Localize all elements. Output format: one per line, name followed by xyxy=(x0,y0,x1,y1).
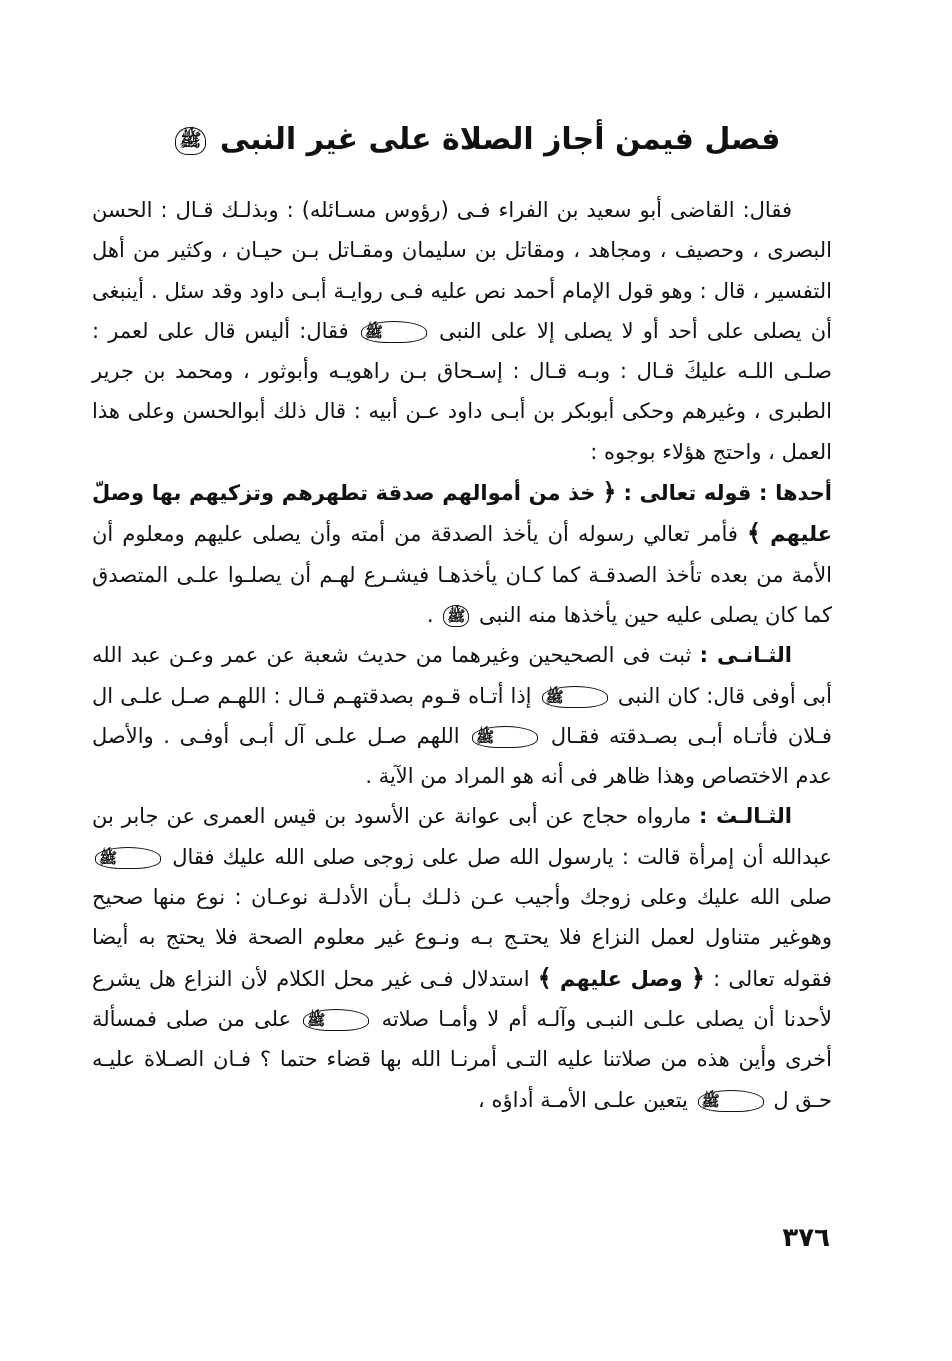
quran-bracket-open: ﴿ xyxy=(690,963,705,992)
honorific-seal-icon: ﷺ xyxy=(472,726,538,748)
paragraph-3-text-c: اللهم صـل علـى آل أبـى أوفـى . والأصل عدم الاختصاص وهذا ظاهر فى أنه هو المراد من الآية . xyxy=(92,723,832,789)
quran-bracket-open: ﴿ xyxy=(602,478,617,507)
honorific-seal-icon: ﷺ xyxy=(175,127,207,155)
page-number: ٣٧٦ xyxy=(782,1223,830,1253)
quran-quote-1: خذ من أموالهم صدقة تطهرهم وتزكيهم بها وصلّ عليهم xyxy=(92,481,832,547)
honorific-seal-icon: ﷺ xyxy=(361,321,427,343)
body-text xyxy=(92,190,832,1120)
paragraph-4-text-a: مارواه حجاج عن أبى عوانة عن الأسود بن قيس العمرى عن جابر بن عبدالله أن إمرأة قالت : يارسول الله صل على زوجى صلى الله عليك فقال xyxy=(92,804,832,869)
honorific-seal-icon: ﷺ xyxy=(95,847,161,869)
paragraph-4-text-d: على من صلى فمسألة أخرى وأين هذه من صلاتنا عليه التـى أمرنـا الله بها قضاء حتما ؟ فـان الصـلاة عليـه حـق ل xyxy=(92,1006,832,1112)
quran-quote-2: وصل عليهم xyxy=(560,966,683,991)
paragraph-2-lead: أحدها : قوله تعالى : xyxy=(623,481,832,506)
section-title-text: فصل فيمن أجاز الصلاة على غير النبى xyxy=(219,122,781,157)
paragraph-3-lead: الثـانـى : xyxy=(699,643,792,668)
paragraph-4-text-b: صلى الله عليك وعلى زوجك وأجيب عـن ذلـك بـأن الأدلـة نوعـان : نوع منها صحيح وهوغير متناول لعمل النزاع فلا يحتـج بـه ونـوع غير معلوم الصحة فلا يحتج به أيضا فقوله تعالى : xyxy=(92,885,832,991)
paragraph-1 xyxy=(92,190,832,472)
quran-bracket-close: ﴾ xyxy=(537,963,552,992)
paragraph-2-end: . xyxy=(426,602,434,627)
honorific-seal-icon: ﷺ xyxy=(303,1009,369,1031)
paragraph-4 xyxy=(92,796,832,1119)
paragraph-3 xyxy=(92,635,832,796)
paragraph-4-lead: الثـالـث : xyxy=(699,804,792,829)
paragraph-2-text: فأمر تعالي رسوله أن يأخذ الصدقة من أمته وأن يصلى عليهم ومعلوم أن الأمة من بعده تأخذ الصدقـة كما كـان يأخذهـا فيشـرع لهـم أن يصلـوا علـى المتصدق كما كان يصلى عليه حين يأخذها منه النبى xyxy=(92,522,832,627)
quran-bracket-close: ﴾ xyxy=(747,519,762,548)
paragraph-3-text-a: ثبت فى الصحيحين وغيرهما من حديث شعبة عن عمر وعـن عبد الله أبى أوفى قال: كان النبى xyxy=(92,643,832,708)
paragraph-1-text: فقال: القاضى أبو سعيد بن الفراء فـى (رؤوس مسـائله) : وبذلـك قـال : الحسن البصرى ، وحصيف ، ومجاهد ، ومقاتل بن سليمان ومقـاتل بـن حيـان ، وكثير من أهل التفسير ، قال : وهو قول الإمام أحمد نص عليه فـى روايـة أبـى داود وقد سئل . أينبغى أن يصلى على أحد أو لا يصلى إلا على النبى xyxy=(92,198,832,343)
paragraph-2 xyxy=(92,472,832,635)
honorific-seal-icon: ﷺ xyxy=(443,605,469,627)
paragraph-4-text-c: استدلال فـى غير محل الكلام لأن النزاع هل يشرع لأحدنا أن يصلى علـى النبـى وآلـه أم لا وأمـا صلاته xyxy=(92,966,832,1031)
section-title xyxy=(0,118,952,162)
paragraph-1-continuation: فقال: أليس قال على لعمر : صلـى اللـه عليكَ قـال : وبـه قـال : إسـحاق بـن راهويـه وأبوثور ، ومحمد بن جرير الطبرى ، وغيرهم وحكى أبوبكر بن أبـى داود عـن أبيه : قال ذلك أبوالحسن وعلى هذا العمل ، واحتج هؤلاء بوجوه : xyxy=(92,318,832,464)
honorific-seal-icon: ﷺ xyxy=(698,1090,764,1112)
honorific-seal-icon: ﷺ xyxy=(542,686,608,708)
paragraph-3-text-b: إذا أتـاه قـوم بصدقتهـم قـال : اللهـم صـل علـى ال فـلان فأتـاه أبـى بصـدقته فقـال xyxy=(92,683,832,748)
paragraph-4-text-e: يتعين علـى الأمـة أداؤه ، xyxy=(478,1087,688,1112)
